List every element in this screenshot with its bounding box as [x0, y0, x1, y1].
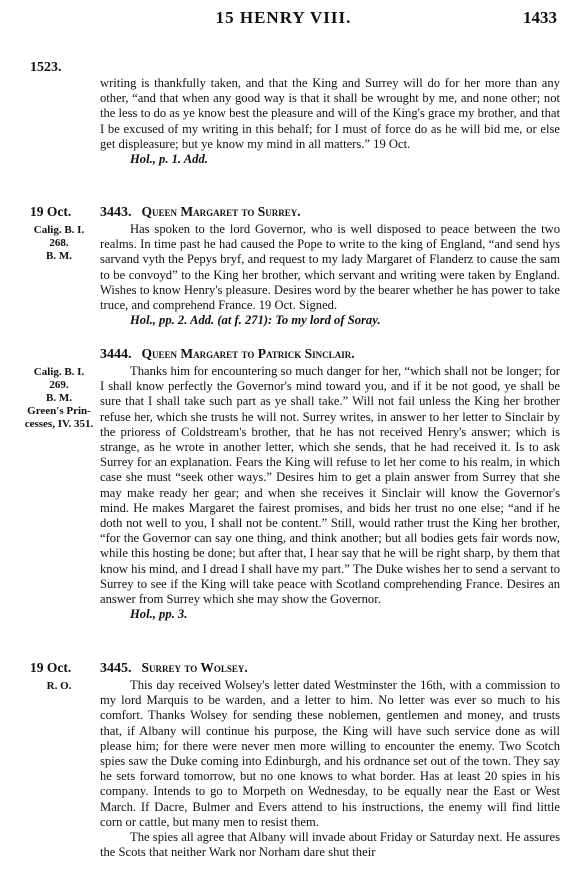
- entry-3444-heading: [100, 346, 355, 363]
- entry-3443-date: 19 Oct.: [30, 204, 72, 219]
- continuation-ref: Hol., p. 1. Add.: [130, 152, 208, 167]
- entry-text-continued: The spies all agree that Albany will invade about Friday or Saturday next. He assures the Scots that neither Wark nor Norham dare shut their: [100, 830, 560, 860]
- source-line: Calig. B. I.: [33, 224, 85, 236]
- entry-title: Surrey to Wolsey.: [141, 660, 248, 675]
- entry-text: This day received Wolsey's letter dated Westminster the 16th, with a commission to my lord Marquis to be warden, and a letter to him. No letter was ever so much to his comfort. Thanks Wolsey for sending these noblemen, gentlemen and money, and trusts that, if Albany will continue his purpose, the King will have such service done as will please him; for there were never men more willing to encounter the enemy. Two Scotch spies saw the Duke coming into Edinburgh, and his ordnance set out of the town. They say he sets forward tomorrow, but no one knows to what border. Has at least 20 spies in his company. Intends to go to Morpeth on Wednesday, to be equally near the East or West March. If Dacre, Bulmer and Evers attend to his instructions, the enemy will find little corn or cattle, but many men to resist them.: [100, 678, 560, 829]
- margin-year: 1523.: [30, 60, 62, 75]
- page-running-title: 15 HENRY VIII.: [215, 8, 352, 27]
- source-line: 269.: [49, 379, 69, 391]
- continuation-block: [100, 76, 560, 167]
- entry-3444-sources: [22, 366, 96, 431]
- entry-3445-body: [100, 678, 560, 860]
- entry-number: 3445.: [100, 661, 132, 676]
- entry-3445-date: 19 Oct.: [30, 660, 72, 675]
- page-number: 1433: [523, 8, 557, 27]
- entry-3443-body: [100, 222, 560, 328]
- source-line: Calig. B. I.: [33, 366, 85, 378]
- entry-title: Queen Margaret to Surrey.: [141, 204, 301, 219]
- entry-ref: Hol., pp. 3.: [130, 607, 188, 622]
- source-line: B. M.: [46, 392, 72, 404]
- source-line: R. O.: [46, 680, 72, 692]
- source-line: Green's Prin-: [27, 405, 91, 417]
- entry-text: Has spoken to the lord Governor, who is well disposed to peace between the two realms. In time past he had caused the Pope to write to the king of England, “and send hys sarvand vyth the Pepys bryf, and request to my lady Margaret of Flanderz to cause the sam to be convoyd” to the King her brother, which servant and writing were taken by England. Wishes to know Henry's pleasure. Desires word by the bearer whether he has power to take truce, and comprehend France. 19 Oct. Signed.: [100, 222, 560, 313]
- continuation-text: writing is thankfully taken, and that the King and Surrey will do for her more than any other, “and that when any good way is that it shall be wrought by me, and none other; not the less to do as ye know best the pleasure and will of the King's grace my brother, and that I be excused of my writing in this behalf; for I must of force do as he will bid me, or else get displeasure; but ye know my mind in all matters.” 19 Oct.: [100, 76, 560, 151]
- entry-ref: Hol., pp. 2. Add. (at f. 271): To my lord of Soray.: [130, 313, 381, 328]
- entry-number: 3444.: [100, 347, 132, 362]
- source-line: 268.: [49, 237, 69, 249]
- entry-3444-body: [100, 364, 560, 622]
- entry-3443-heading: [100, 204, 301, 221]
- entry-3445-heading: [100, 660, 248, 677]
- entry-number: 3443.: [100, 205, 132, 220]
- entry-3445-sources: [22, 680, 96, 693]
- entry-3443-sources: [22, 224, 96, 263]
- source-line: B. M.: [46, 250, 72, 262]
- entry-text: Thanks him for encountering so much danger for her, “which shall not be longer; for I shall know perfectly the Governor's mind toward you, and if it be not good, ye shall be sure that I shall take such part as ye shall take.” Will not fail unless the King her brother refuse her, which she trusts he will not. Surrey writes, in answer to her letter to Sinclair by the prioress of Coldstream's brother, that he has not received Henry's answer; which is strange, as he wrote in another letter, which she sends, that he had received it. Is to ask Surrey for an explanation. Fears the King will refuse to let her come to his realm, in which case she must “seek other ways.” Desires him to get a plain answer from Surrey that she may make ready her gear; and when she receives it Sinclair will know the Governor's mind. He makes Margaret the fairest promises, and bids her trust no one else; “and if he doth not well to you, I shall not be content.” Still, would rather trust the King her brother, “for the Governor can say one thing, and think another; but all bodies gets fair words now, while this hosting be done; but after that, I hear say that he will be right sharp, by them that know his mind, and I dread I shall have my part.” The Duke wishes her to send a servant to Surrey to see if the King will take peace with Scotland comprehending France. Desires an answer from Surrey which she may show the Governor.: [100, 364, 560, 607]
- entry-title: Queen Margaret to Patrick Sinclair.: [141, 346, 355, 361]
- source-line: cesses, IV. 351.: [24, 418, 94, 430]
